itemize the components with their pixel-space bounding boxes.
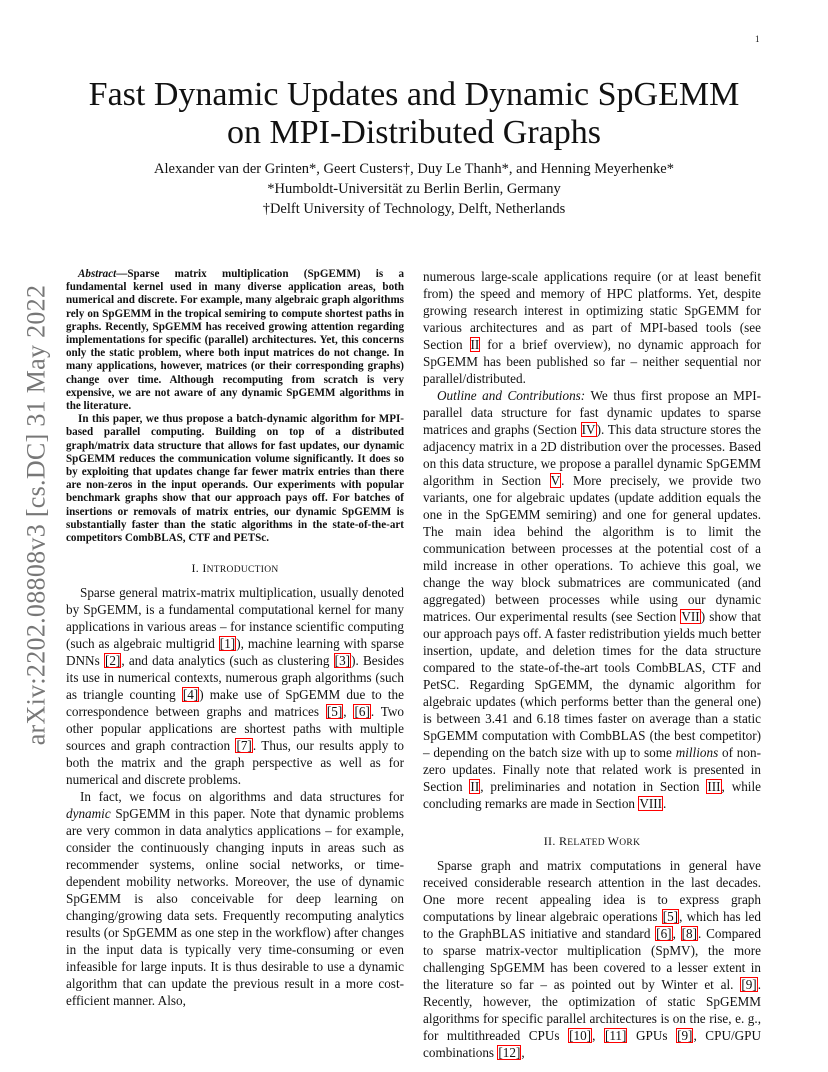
citation-link[interactable]: [7] xyxy=(236,738,252,754)
outline-paragraph: Outline and Contributions: We thus first propose an MPI-parallel data structure for fast dynamic updates to sparse matrices and graphs (Section IV). This data structure stores the adjacency matrix in a 2D distribution over the processes. Based on this data structure, we propose a parallel dynamic SpGEMM algorithm in Section V. More precisely, we provide two variants, one for algebraic updates (update addition equals the one in the SpGEMM semiring) and one for general updates. The main idea behind the algorithm is to limit the communication between processes at the potential cost of a mild increase in other operations. To achieve this goal, we change the way block submatrices are communicated (and aggregated) between processes while using our dynamic matrices. Our experimental results (see Section VII) show that our approach pays off. A faster redistribution yields much better insertion, update, and deletion times for the data structure compared to the state-of-the-art tools CombBLAS, CTF and PetSC. Regarding SpGEMM, the dynamic algorithm for algebraic updates (which performs better than the general one) is between 3.41 and 6.18 times faster on average than a static SpGEMM computation with CombBLAS (the best competitor) – depending on the batch size with up to some millions of non-zero updates. Finally note that related work is presented in Section II, preliminaries and notation in Section III, while concluding remarks are made in Section VIII. xyxy=(423,388,762,811)
citation-link[interactable]: [10] xyxy=(569,1028,592,1043)
intro-paragraph-1: Sparse general matrix-matrix multiplication, usually denoted by SpGEMM, is a fundamental computational kernel for many applications in various areas – for instance scientific computing (such as algebraic multigrid [1]), machine learning with sparse DNNs [2], and data analytics (such as clustering [3]). Besides its use in numerical contexts, numerous graph algorithms (such as triangle counting [4]) make use of SpGEMM due to the correspondence between graphs and matrices [5], [6]. Two other popular applications are shortest paths with multiple sources and graph contraction [7]. Thus, our results apply to both the matrix and the graph perspective as well as for numerical and discrete problems. xyxy=(66,585,405,788)
abstract-text-1: —Sparse matrix multiplication (SpGEMM) is a fundamental kernel used in many diverse application areas, both numerical and discrete. For example, many algebraic graph algorithms rely on SpGEMM in the tropical semiring to compute shortest paths in graphs. Recently, SpGEMM has received growing attention regarding implementations for specific (parallel) architectures. Yet, this concerns only the static problem, where both input matrices do not change. In many applications, however, matrices (or their corresponding graphs) change over time. Although recomputing from scratch is very expensive, we are not aware of any dynamic SpGEMM algorithms in the literature. xyxy=(66,268,404,413)
author-block xyxy=(60,159,768,219)
citation-link[interactable]: [6] xyxy=(354,704,370,720)
section-rest: NTRODUCTION xyxy=(206,565,279,576)
citation-link[interactable]: [6] xyxy=(656,926,672,941)
citation-link[interactable]: [1] xyxy=(219,636,236,652)
related-work-body xyxy=(423,857,761,1061)
citation-link[interactable]: [4] xyxy=(182,687,199,703)
affiliation-delft: †Delft University of Technology, Delft, Netherlands xyxy=(262,201,566,217)
citation-link[interactable]: [3] xyxy=(334,653,351,669)
citation-link[interactable]: [11] xyxy=(604,1028,627,1043)
section-rest: ELATED xyxy=(567,838,608,848)
section-initial: W xyxy=(607,834,620,848)
title-line-2: on MPI-Distributed Graphs xyxy=(227,114,601,151)
citation-link[interactable]: [2] xyxy=(104,653,121,669)
section-link[interactable]: V xyxy=(550,473,561,488)
affiliation-humboldt: *Humboldt-Universität zu Berlin Berlin, Germany xyxy=(267,181,561,197)
section-link[interactable]: VII xyxy=(681,609,700,624)
right-column xyxy=(423,268,761,1061)
section-heading-introduction xyxy=(66,561,404,576)
left-column xyxy=(66,268,404,1009)
section-heading-related-work xyxy=(423,834,761,849)
introduction-body xyxy=(66,584,404,1009)
abstract xyxy=(66,268,404,545)
section-link[interactable]: III xyxy=(707,779,721,794)
paper-title xyxy=(60,76,768,152)
intro-paragraph-3: numerous large-scale applications require (or at least benefit from) the speed and memory of HPC platforms. Yet, despite growing research interest in optimizing static SpGEMM for various architectures and as part of MPI-based tools (see Section II for a brief overview), no dynamic approach for SpGEMM has been published so far – neither sequential nor parallel/distributed. xyxy=(423,269,761,386)
abstract-paragraph-1 xyxy=(66,268,404,413)
section-rest: ORK xyxy=(619,838,641,848)
citation-link[interactable]: [12] xyxy=(498,1045,521,1060)
abstract-paragraph-2: In this paper, we thus propose a batch-dynamic algorithm for MPI-based parallel computing. Building on top of a distributed graph/matrix data structure that allows for fast updates, our dynamic SpGEMM reduces the communication volume significantly. It does so by exploiting that updates change far fewer matrix entries than there are non-zeros in the input operands. Our experiments with popular benchmark graphs show that our approach pays off. For batches of insertions or removals of matrix entries, our dynamic SpGEMM is substantially faster than the static algorithms in the state-of-the-art competitors CombBLAS, CTF and PETSc. xyxy=(66,413,404,545)
author-list: Alexander van der Grinten*, Geert Custers†, Duy Le Thanh*, and Henning Meyerhenke* xyxy=(154,161,674,177)
page-number: 1 xyxy=(755,34,760,44)
section-number: II. xyxy=(543,834,559,848)
section-number: I. xyxy=(191,561,203,576)
citation-link[interactable]: [9] xyxy=(741,977,757,992)
section-link[interactable]: VIII xyxy=(639,796,663,811)
arxiv-identifier-text: arXiv:2202.08808v3 [cs.DC] 31 May 2022 xyxy=(21,284,51,746)
citation-link[interactable]: [5] xyxy=(662,909,679,924)
intro-paragraph-2: In fact, we focus on algorithms and data structures for dynamic SpGEMM in this paper. Note that dynamic problems are very common in data analytics applications – for example, consider the continuously changing inputs in areas such as recommender systems, online social networks, or time-dependent mobility networks. Moreover, the use of dynamic SpGEMM is also conceivable for deep learning on changing/growing data sets. Frequently recomputing analytics results (or SpGEMM as one step in the workflow) after changes in the input data is typically very time-consuming or even infeasible for large inputs. It is thus desirable to use a dynamic algorithm that can update the previous result in a more cost-efficient manner. Also, xyxy=(66,789,404,1009)
abstract-label: Abstract xyxy=(78,268,117,280)
section-initial: I xyxy=(202,561,207,576)
section-link[interactable]: II xyxy=(470,779,480,794)
related-paragraph-1: Sparse graph and matrix computations in general have received considerable research attention in the last decades. One more recent appealing idea is to express graph computations by linear algebraic operations [5], which has led to the GraphBLAS initiative and standard [6], [8]. Compared to sparse matrix-vector multiplication (SpMV), the more challenging SpGEMM has been covered to a lesser extent in the literature so far – as pointed out by Winter et al. [9]. Recently, however, the optimization of static SpGEMM algorithms for specific parallel architectures is on the rise, e. g., for multithreaded CPUs [10], [11] GPUs [9], CPU/GPU combinations [12], xyxy=(423,858,762,1060)
outline-title: Outline and Contributions: xyxy=(437,388,586,403)
citation-link[interactable]: [9] xyxy=(677,1028,693,1043)
arxiv-identifier xyxy=(18,265,54,765)
citation-link[interactable]: [8] xyxy=(681,926,698,941)
section-link[interactable]: II xyxy=(470,337,480,352)
section-initial: R xyxy=(558,834,568,848)
title-line-1: Fast Dynamic Updates and Dynamic SpGEMM xyxy=(88,76,740,113)
citation-link[interactable]: [5] xyxy=(326,704,343,720)
section-link[interactable]: IV xyxy=(581,422,596,437)
intro-continued xyxy=(423,268,761,812)
